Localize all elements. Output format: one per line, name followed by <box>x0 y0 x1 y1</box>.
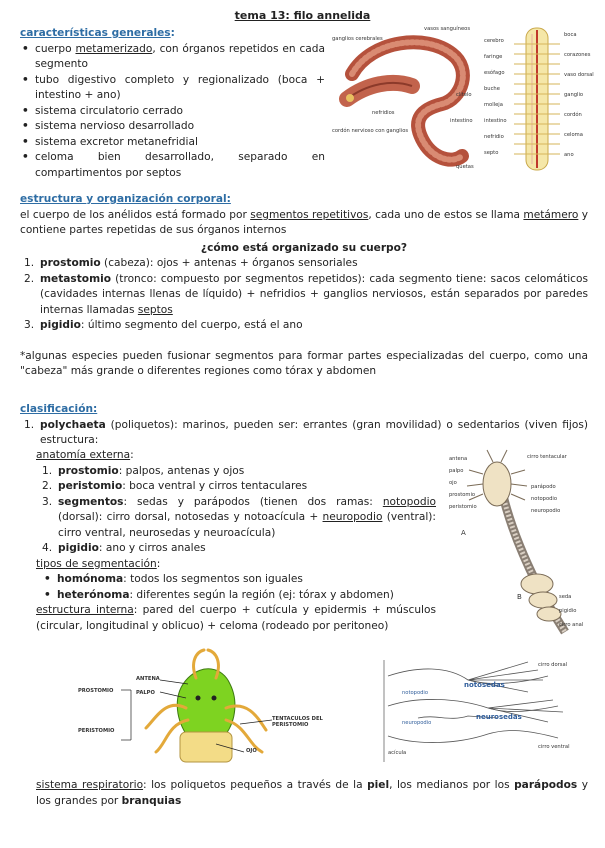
list-item: 2. metastomio (tronco: compuesto por segmentos repetidos): cada segmento tiene: sacos celomáticos (cavidades internas llenas de líquido) + nefridios + ganglios nerviosos, están separados por paredes internas llamadas septos <box>24 272 588 316</box>
anatomia-list <box>42 464 436 557</box>
fig-label: ojo <box>449 480 457 486</box>
fig-label: neuropodio <box>531 508 561 514</box>
list-item: 3. segmentos: sedas y parápodos (tienen dos ramas: notopodio (dorsal): cirro dorsal, notosedas y notoacícula + neuropodio (ventral): cirro ventral, neurosedas y neuroacícula) <box>42 495 436 539</box>
fig-letter: A <box>461 529 466 537</box>
polychaete-figure <box>447 444 589 638</box>
fig-label: cordón nervioso con ganglios <box>332 128 409 134</box>
estructura-section <box>20 192 588 380</box>
fig-label: prostomio <box>449 492 476 498</box>
fig-label: celoma <box>564 132 583 138</box>
fig-label: PERISTOMIO <box>78 728 115 734</box>
fig-label: ano <box>564 152 574 158</box>
fig-label: vaso dorsal <box>564 72 594 78</box>
list-item: 4. pigidio: ano y cirros anales <box>42 542 206 554</box>
fig-label: molleja <box>484 102 503 108</box>
fig-label: nefridio <box>484 134 504 140</box>
fig-letter: B <box>517 593 522 601</box>
fig-label: notopodio <box>402 690 429 696</box>
list-item: • cuerpo metamerizado, con órganos repetidos en cada segmento <box>20 42 325 73</box>
fig-label: antena <box>449 456 468 462</box>
estructura-question: ¿cómo está organizado su cuerpo? <box>200 241 408 254</box>
fig-label: boca <box>564 32 577 38</box>
list-item: • sistema excretor metanefridial <box>20 135 325 151</box>
fig-label: faringe <box>484 54 503 60</box>
list-item: • sistema nervioso desarrollado <box>20 119 325 135</box>
fig-label: cordón <box>564 112 582 118</box>
fig-label: neurosedas <box>476 713 522 721</box>
list-item: • heterónoma: diferentes según la región (ej: tórax y abdomen) <box>42 588 436 604</box>
fig-label: notosedas <box>464 681 505 689</box>
caracteristicas-section <box>20 26 325 181</box>
fig-label: notopodio <box>531 496 558 502</box>
fig-label: cirro ventral <box>538 744 570 750</box>
fig-label: intestino <box>484 118 507 124</box>
fig-label: palpo <box>449 468 464 474</box>
fig-label: neuropodio <box>402 720 432 726</box>
estructura-list <box>24 256 588 334</box>
clasificacion-heading: clasificación: <box>20 403 98 415</box>
fig-label: nefridios <box>372 110 395 116</box>
fig-label: cirro dorsal <box>538 662 568 668</box>
clasificacion-item: 1. polychaeta (poliquetos): marinos, pueden ser: errantes (gran movilidad) o sedentarios (viven fijos) estructura: <box>24 418 588 446</box>
fig-label: pigidio <box>559 608 577 614</box>
parapod-figure <box>378 656 588 766</box>
list-item: 1. prostomio (cabeza): ojos + antenas + órganos sensoriales <box>24 257 358 269</box>
clasificacion-section <box>20 402 588 449</box>
fig-label: corazones <box>564 52 591 58</box>
list-item: 2. peristomio: boca ventral y cirros tentaculares <box>42 480 308 492</box>
fig-label: buche <box>484 86 500 92</box>
anatomia-section <box>36 448 436 634</box>
fig-label: acícula <box>388 750 407 756</box>
fig-label: seda <box>559 594 572 600</box>
fig-label: cirro anal <box>559 622 584 628</box>
fig-label: clitelo <box>456 92 472 98</box>
estructura-note: *algunas especies pueden fusionar segmentos para formar partes especializadas del cuerpo, como una "cabeza" más grande o diferentes regiones como tórax y abdomen <box>20 349 588 377</box>
fig-label: TENTACULOS DEL PERISTOMIO <box>272 716 323 728</box>
fig-label: PALPO <box>136 690 155 696</box>
head-illustration <box>76 648 336 766</box>
respiratorio-paragraph: sistema respiratorio: los poliquetos pequeños a través de la piel, los medianos por los parápodos y los grandes por branquias <box>36 779 588 807</box>
head-figure <box>76 648 336 766</box>
fig-label: ANTENA <box>136 676 160 682</box>
fig-label: cirro tentacular <box>527 454 567 460</box>
page-title: tema 13: filo annelida <box>234 9 371 22</box>
fig-label: septo <box>484 150 499 156</box>
segmentacion-label: tipos de segmentación: <box>36 557 161 570</box>
list-item: • celoma bien desarrollado, separado en compartimentos por septos <box>20 150 325 181</box>
fig-label: quetas <box>456 164 474 170</box>
fig-label: esófago <box>484 70 505 76</box>
earthworm-illustration <box>332 24 482 174</box>
fig-label: ganglios cerebrales <box>332 36 383 42</box>
list-item: 1. prostomio: palpos, antenas y ojos <box>42 464 245 477</box>
caracteristicas-list <box>20 42 325 182</box>
internal-anatomy-illustration <box>484 24 590 174</box>
list-item: • tubo digestivo completo y regionalizado (boca + intestino + ano) <box>20 73 325 104</box>
fig-label: ganglio <box>564 92 584 98</box>
fig-label: intestino <box>450 118 473 124</box>
list-item: 3. pigidio: último segmento del cuerpo, está el ano <box>24 319 303 331</box>
fig-label: vasos sanguíneos <box>424 26 471 32</box>
fig-label: peristomio <box>449 504 477 510</box>
fig-label: PROSTOMIO <box>78 688 114 694</box>
internal-anatomy-figure <box>484 24 594 174</box>
segmentacion-list <box>42 572 436 603</box>
fig-label: parápodo <box>531 484 556 490</box>
estructura-paragraph: el cuerpo de los anélidos está formado por segmentos repetitivos, cada uno de estos se llama metámero y contiene partes repetidas de sus órganos internos <box>20 208 588 236</box>
fig-label: cerebro <box>484 38 504 44</box>
anatomia-label: anatomía externa: <box>36 449 134 461</box>
list-item: • homónoma: todos los segmentos son iguales <box>42 572 436 588</box>
caracteristicas-heading: características generales: <box>20 27 175 39</box>
earthworm-figure <box>332 24 482 174</box>
estructura-interna: estructura interna: pared del cuerpo + cutícula y epidermis + músculos (circular, longitudinal y oblicuo) + celoma (rodeado por peritoneo) <box>36 604 437 632</box>
list-item: • sistema circulatorio cerrado <box>20 104 325 120</box>
fig-label: OJO <box>246 748 257 754</box>
estructura-heading: estructura y organización corporal: <box>20 193 231 205</box>
